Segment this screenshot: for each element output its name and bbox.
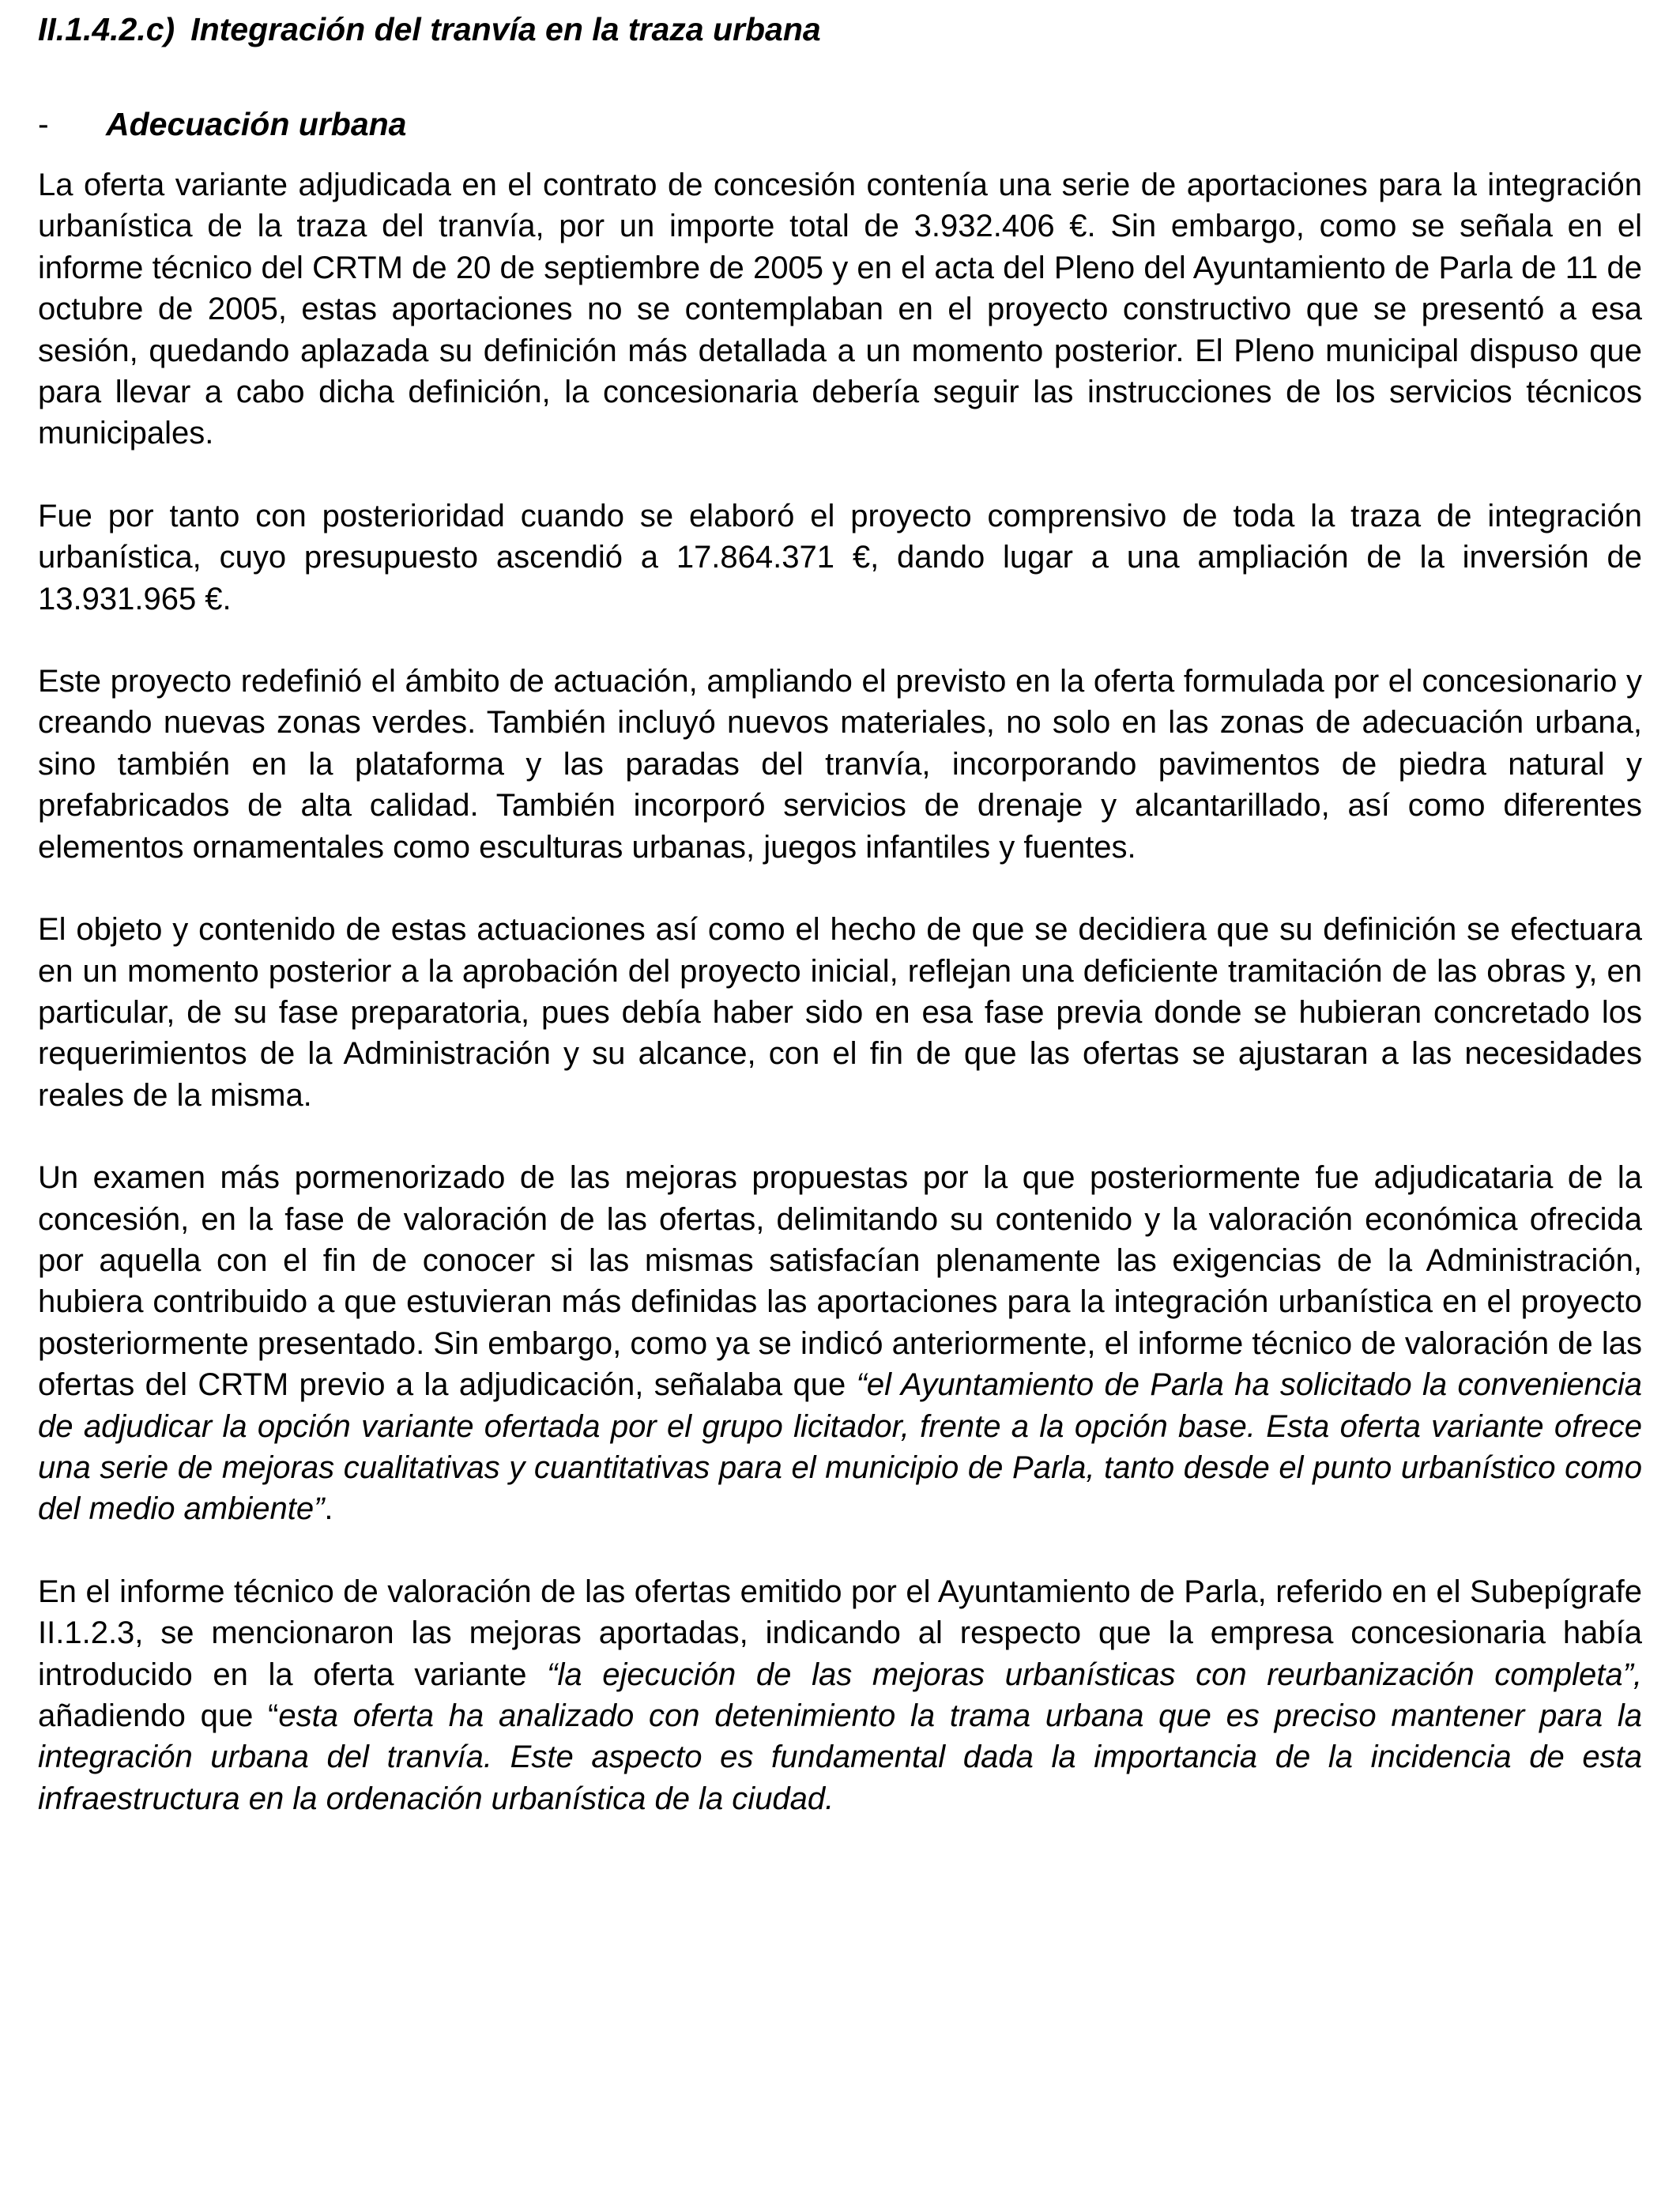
paragraph-5-text: Un examen más pormenorizado de las mejoras propuestas por la que posteriormente fue adjudicataria de la concesión, en la fase de valoración de las ofertas, delimitando su contenido y la valoración económica ofrecida por aquella con el fin de conocer si las mismas satisfacían plenamente las exigencias de la Administración, hubiera contribuido a que estuvieran más definidas las aportaciones para la integración urbanística en el proyecto posteriormente presentado. Sin embargo, como ya se indicó anteriormente, el informe técnico de valoración de las ofertas del CRTM previo a la adjudicación, señalaba que (38, 1160, 1642, 1403)
paragraph-6-text-1: En el informe técnico de valoración de las ofertas emitido por el Ayuntamiento de Parla, referido en el Subepígrafe II.1.2.3, se mencionaron las mejoras aportadas, indicando al respecto que la empresa concesionaria había introducido en la oferta variante (38, 1574, 1642, 1692)
subsection-heading (38, 103, 1642, 145)
document-page (38, 8, 1642, 1860)
paragraph-6-text-2: añadiendo que “ (38, 1698, 279, 1733)
subsection-dash: - (38, 106, 49, 142)
paragraph-5-quote: “el Ayuntamiento de Parla ha solicitado la conveniencia de adjudicar la opción variante ofertada por el grupo licitador, frente a la opción base. Esta oferta variante ofrece una serie de mejoras cualitativas y cuantitativas para el municipio de Parla, tanto desde el punto urbanístico como del medio ambiente” (38, 1367, 1643, 1527)
paragraph-4: El objeto y contenido de estas actuaciones así como el hecho de que se decidiera que su definición se efectuara en un momento posterior a la aprobación del proyecto inicial, reflejan una deficiente tramitación de las obras y, en particular, de su fase preparatoria, pues debía haber sido en esa fase previa donde se hubieran concretado los requerimientos de la Administración y su alcance, con el fin de que las ofertas se ajustaran a las necesidades reales de la misma. (38, 912, 1642, 1113)
section-title: Integración del tranvía en la traza urbana (190, 11, 821, 47)
paragraph-5-end: . (324, 1491, 333, 1527)
section-number: II.1.4.2.c) (38, 11, 175, 47)
paragraph-6-quote-2: esta oferta ha analizado con detenimiento la trama urbana que es preciso mantener para la integración urbana del tranvía. Este aspecto es fundamental dada la importancia de la incidencia de esta infraestructura en la ordenación urbanística de la ciudad. (38, 1698, 1642, 1816)
paragraph-6-quote-1: “la ejecución de las mejoras urbanísticas con reurbanización completa”, (547, 1657, 1643, 1692)
paragraph-2: Fue por tanto con posterioridad cuando se elaboró el proyecto comprensivo de toda la traza de integración urbanística, cuyo presupuesto ascendió a 17.864.371 €, dando lugar a una ampliación de la inversión de 13.931.965 €. (38, 498, 1642, 616)
paragraph-5 (38, 1157, 1642, 1530)
paragraph-6 (38, 1571, 1642, 1819)
subsection-title: Adecuación urbana (106, 106, 407, 142)
section-heading (38, 8, 1642, 51)
paragraph-1: La oferta variante adjudicada en el contrato de concesión contenía una serie de aportaciones para la integración urbanística de la traza del tranvía, por un importe total de 3.932.406 €. Sin embargo, como se señala en el informe técnico del CRTM de 20 de septiembre de 2005 y en el acta del Pleno del Ayuntamiento de Parla de 11 de octubre de 2005, estas aportaciones no se contemplaban en el proyecto constructivo que se presentó a esa sesión, quedando aplazada su definición más detallada a un momento posterior. El Pleno municipal dispuso que para llevar a cabo dicha definición, la concesionaria debería seguir las instrucciones de los servicios técnicos municipales. (38, 168, 1642, 451)
paragraph-3: Este proyecto redefinió el ámbito de actuación, ampliando el previsto en la oferta formulada por el concesionario y creando nuevas zonas verdes. También incluyó nuevos materiales, no solo en las zonas de adecuación urbana, sino también en la plataforma y las paradas del tranvía, incorporando pavimentos de piedra natural y prefabricados de alta calidad. También incorporó servicios de drenaje y alcantarillado, así como diferentes elementos ornamentales como esculturas urbanas, juegos infantiles y fuentes. (38, 664, 1642, 865)
